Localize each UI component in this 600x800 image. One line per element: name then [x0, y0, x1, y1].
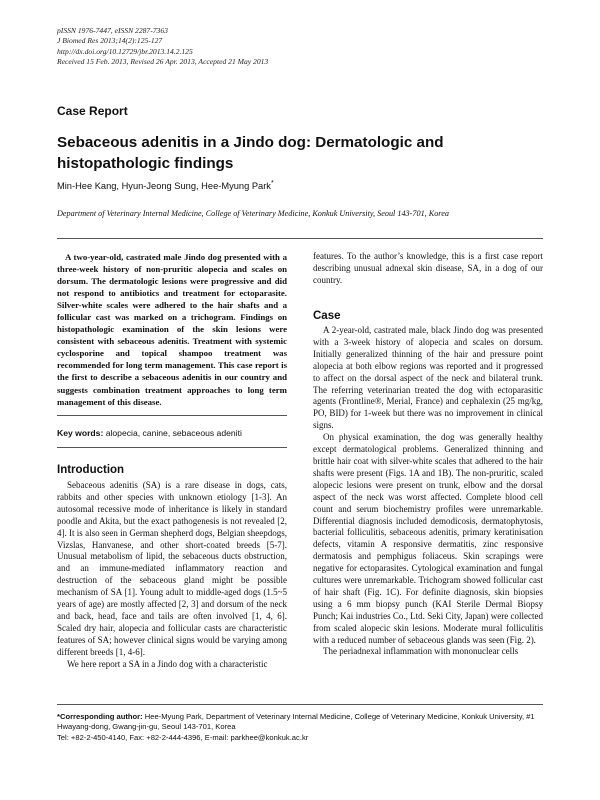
- case-heading: Case: [313, 310, 341, 322]
- intro-paragraph: We here report a SA in a Jindo dog with a characteristic: [67, 658, 268, 669]
- abstract-divider-top: [57, 415, 287, 416]
- author-names: Min-Hee Kang, Hyun-Jeong Sung, Hee-Myung Park: [57, 181, 271, 192]
- introduction-heading: Introduction: [57, 464, 125, 476]
- header-divider: [57, 238, 543, 239]
- right-column-continuation: [313, 251, 543, 287]
- intro-paragraph: Sebaceous adenitis (SA) is a rare disease in dogs, cats, rabbits and other species with unknown etiology [1-3]. An autosomal recessive mode of inheritance is likely in standard poodle and Akita, but the exact pathogenesis is not revealed [2, 4]. It is also seen in German shepherd dogs, Belgian sheepdogs, Vizslas, Hanvanese, and other short-coated breeds [5-7]. Unusual metabolism of lipid, the sebaceous ducts obstruction, and an immune-mediated inflammatory reaction and destruction of the sebaceous gland might be possible mechanism of SA [1]. Young adult to middle-aged dogs (1.5~5 years of age) are mostly affected [2, 3] and dorsum of the neck and back, head, face and tails are often involved [1, 4, 6]. Scaled dry hair, alopecia and follicular casts are characteristic features of SA; however clinical signs would be varying among different breeds [1, 4-6].: [57, 480, 287, 657]
- footnote-address: Hee-Myung Park, Department of Veterinary Internal Medicine, College of Veterinary Medicine, Konkuk University, #1 Hwayang-dong, Gwang-jin-gu, Seoul 143-701, Korea: [57, 712, 535, 732]
- article-type: Case Report: [57, 104, 128, 118]
- affiliation: Department of Veterinary Internal Medicine, College of Veterinary Medicine, Konkuk University, Seoul 143-701, Korea: [57, 209, 449, 218]
- case-paragraph: A 2-year-old, castrated male, black Jindo dog was presented with a 3-week history of alopecia and scales on dorsum. Initially generalized thinning of the hair and pressure point alopecia at both elbow regions was reported and it progressed to affect on the dorsal aspect of the neck and bilateral trunk. The referring veterinarian treated the dog with ectoparasitic agents (Frontline®, Merial, France) and cephalexin (25 mg/kg, PO, BID) for 1-week but there was no improvement in clinical signs.: [313, 325, 543, 431]
- case-paragraph: On physical examination, the dog was generally healthy except dermatological problems. Generalized thinning and brittle hair coat with silver-white scales that adhered to the hair shafts were present (Figs. 1A and 1B). The non-pruritic, scaled alopecic lesions were present on trunk, elbow and the dorsal aspect of the neck was worst affected. Complete blood cell count and serum biochemistry profiles were unremarkable. Differential diagnosis included demodicosis, dermatophytosis, bacterial folliculitis, sebaceous adenitis, primary keratinisation defects, vitamin A responsive dermatitis, zinc responsive dermatosis and pemphigus foliaceus. Skin scrapings were negative for ectoparasites. Cytological examination and fungal cultures were unremarkable. Trichogram showed follicular cast of hair shaft (Fig. 1C). For definite diagnosis, skin biopsies using a 6 mm biopsy punch (KAI Sterile Dermal Biopsy Punch; Kai industries Co., Ltd. Seki City, Japan) were collected from scaled alopecic skin lesions. Moderate mural folliculitis with a reduced number of sebaceous glands was seen (Fig. 2).: [313, 432, 543, 645]
- keywords-text: alopecia, canine, sebaceous adeniti: [103, 428, 242, 438]
- abstract: A two-year-old, castrated male Jindo dog presented with a three-week history of non-pruritic alopecia and scales on dorsum. The dermatologic lesions were progressive and did not respond to antibiotics and treatment for ectoparasite. Silver-white scales were adhered to the hair shafts and a follicular cast was marked on a trichogram. Findings on histopathologic examination of the skin lesions were consistent with sebaceous adenitis. Treatment with systemic cyclosporine and topical shampoo treatment was recommended for long term management. This case report is the first to describe a sebaceous adenitis in our country and suggests combination treatment approaches to long term management of this disease.: [57, 252, 287, 407]
- abstract-divider-bottom: [57, 447, 287, 448]
- continuation-paragraph: features. To the author’s knowledge, this is a first case report describing unusual adnexal skin disease, SA, in a dog of our country.: [313, 251, 543, 285]
- corresponding-mark: *: [270, 180, 274, 187]
- case-paragraph: The periadnexal inflammation with mononuclear cells: [323, 646, 519, 657]
- doi-line: http://dx.doi.org/10.12729/jbr.2013.14.2.125: [57, 46, 193, 56]
- author-list: [57, 180, 274, 191]
- footnote-contact: Tel: +82-2-450-4140, Fax: +82-2-444-4396, E-mail: parkhee@konkuk.ac.kr: [57, 732, 309, 742]
- keywords: [57, 428, 287, 438]
- footnote-label: *Corresponding author:: [57, 712, 143, 721]
- journal-metadata: [57, 26, 268, 68]
- footnote-divider: [57, 704, 543, 705]
- citation-line: J Biomed Res 2013;14(2):125-127: [57, 36, 163, 46]
- corresponding-footnote: [57, 712, 547, 743]
- introduction-body: [57, 480, 287, 671]
- case-body: [313, 325, 543, 658]
- article-title: Sebaceous adenitis in a Jindo dog: Dermatologic and histopathologic findings: [57, 134, 444, 172]
- dates-line: Received 15 Feb. 2013, Revised 26 Apr. 2013, Accepted 21 May 2013: [57, 57, 269, 67]
- issn-line: pISSN 1976-7447, eISSN 2287-7363: [57, 26, 168, 35]
- keywords-label: Key words:: [57, 428, 104, 438]
